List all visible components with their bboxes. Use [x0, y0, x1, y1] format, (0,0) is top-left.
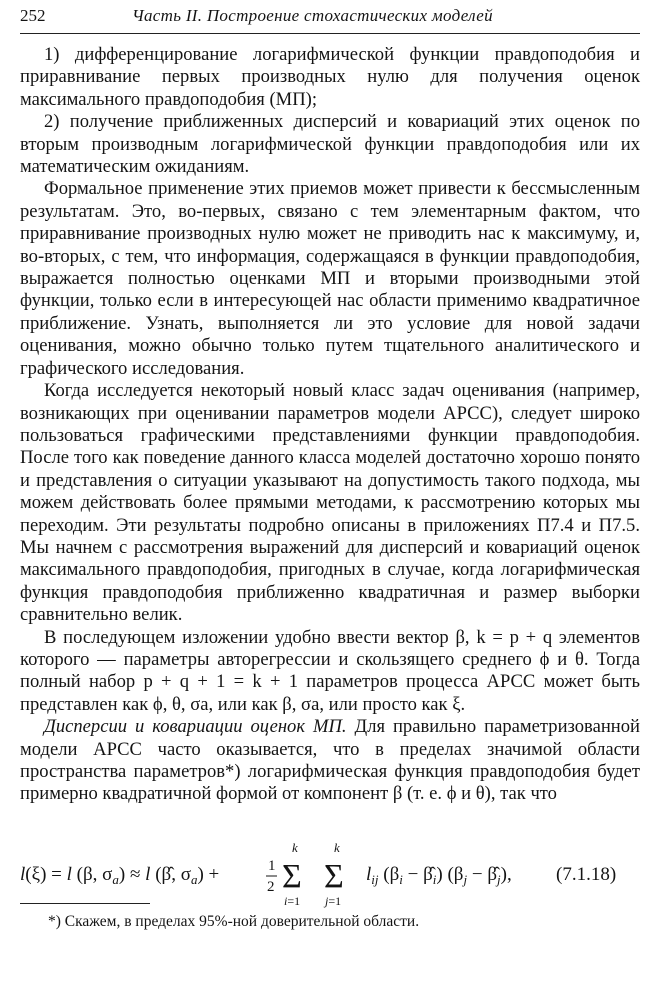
paragraph-5: В последующем изложении удобно ввести вектор β, k = p + q элементов которого — параметры авторегрессии и скользящего среднего ϕ и θ. Тогда полный набор p + q + 1 = k + 1 параметров процесса АРСС может быть представлен как ϕ, θ, σa, или как β, σa, или просто как ξ. [20, 626, 640, 715]
main-text [20, 44, 640, 806]
equation-lhs: l(ξ) = l (β, $\sigma_a) \approx l$ (β̂, $\sigma_a$) + [20, 864, 220, 887]
running-title: Часть II. Построение стохастических моделей [132, 6, 493, 25]
equation-7-1-18 [20, 836, 640, 916]
paragraph-3: Формальное применение этих приемов может привести к бессмысленным результатам. Это, во-первых, связано с тем элементарным фактом, что приравнивание производных нулю может не приводить нас к максимуму, и, во-вторых, с тем, что информация, содержащаяся в функции правдоподобия, выражается полностью оценками МП и вторыми производными этой функции, только если в интересующей нас области применимо квадратичное приближение. Узнать, выполняется ли это условие для новой задачи оценивания, можно обычно только путем тщательного аналитического и графического исследования. [20, 178, 640, 379]
equation-rhs: $l_{ij}$ ($\beta_i$ − $\betâ_i$) ($\beta_j$ − $\betâ_j$), [366, 864, 512, 887]
sum-j-lower: j=1 [325, 894, 342, 908]
paragraph-6 [20, 716, 640, 806]
footnote-rule [20, 903, 150, 904]
equation-number: (7.1.18) [556, 864, 617, 885]
sum-i-symbol: Σ [282, 858, 302, 895]
header-rule [20, 33, 640, 34]
paragraph-6-lead: Дисперсии и ковариации оценок МП. [44, 716, 347, 738]
footnote: *) Скажем, в пределах 95%-ной доверительной области. [48, 913, 420, 930]
paragraph-2: 2) получение приближенных дисперсий и ковариаций этих оценок по вторым производным логарифмической функции правдоподобия или их математическим ожиданиям. [20, 111, 640, 178]
sum-i-lower: i=1 [284, 894, 301, 908]
paragraph-4: Когда исследуется некоторый новый класс задач оценивания (например, возникающих при оценивании параметров модели АРСС), следует широко пользоваться графическими представлениями функции правдоподобия. После того как поведение данного класса моделей достаточно хорошо понято и представления о ситуации указывают на допустимость такого подхода, мы можем действовать более прямыми методами, к рассмотрению которых мы переходим. Эти результаты подробно описаны в приложениях П7.4 и П7.5. Мы начнем с рассмотрения выражений для дисперсий и ковариаций оценок максимального правдоподобия, пригодных в случае, когда логарифмическая функция правдоподобия приближенно квадратичная и размер выборки сравнительно велик. [20, 380, 640, 626]
page-header [20, 6, 640, 32]
half-denominator: 2 [267, 879, 275, 895]
paragraph-1: 1) дифференцирование логарифмической функции правдоподобия и приравнивание первых производных нулю для получения оценок максимального правдоподобия (МП); [20, 44, 640, 110]
sum-j-symbol: Σ [324, 858, 344, 895]
sum-j-upper: k [334, 840, 340, 855]
sum-i-upper: k [292, 840, 298, 855]
page-number: 252 [20, 6, 46, 25]
equation-graphic [20, 836, 640, 916]
paragraph-6-text: Для правильно параметризованной модели АРСС часто оказывается, что в пределах значимой области пространства параметров*) логарифмическая функция правдоподобия будет примерно квадратичной формой от компонент β (т. е. ϕ и θ), так что [20, 716, 640, 805]
half-numerator: 1 [268, 858, 276, 874]
